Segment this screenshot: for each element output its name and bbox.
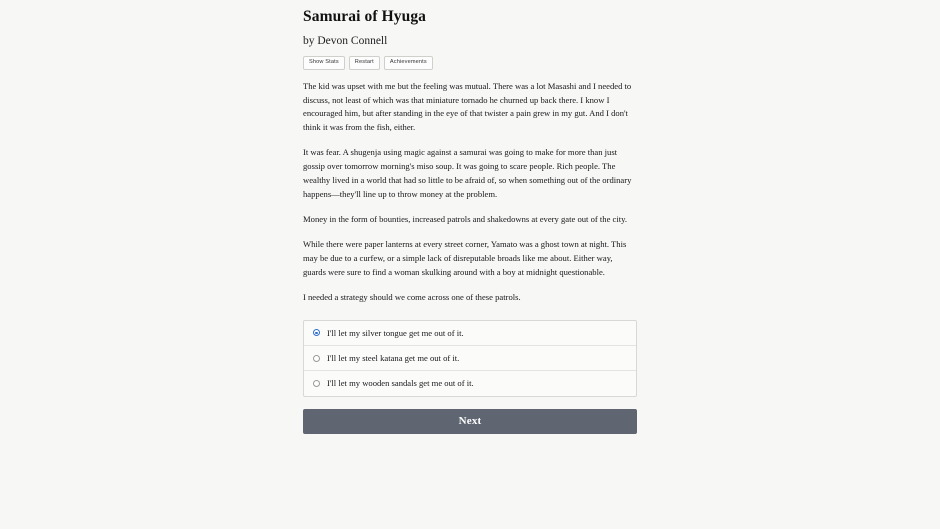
- achievements-button[interactable]: Achievements: [384, 56, 433, 70]
- page-title: Samurai of Hyuga: [303, 8, 427, 25]
- story-byline: by Devon Connell: [303, 35, 388, 47]
- radio-icon[interactable]: [313, 355, 320, 362]
- story-paragraph: It was fear. A shugenja using magic against a samurai was going to make for more than just gossip over tomorrow morning's miso soup. It was going to scare people. Rich people. The wealthy lived in a world that had so little to be afraid of, so when something out of the ordinary happens—they'll line up to throw money at the problem.: [303, 147, 632, 200]
- story-paragraph: While there were paper lanterns at every street corner, Yamato was a ghost town at night. This may be due to a curfew, or a simple lack of disreputable broads like me about. Either way, guards were sure to find a woman skulking around with a boy at midnight questionable.: [303, 238, 627, 277]
- choice-label: I'll let my silver tongue get me out of it.: [327, 327, 464, 338]
- story-text: [303, 80, 637, 305]
- choice-option[interactable]: [304, 346, 636, 371]
- choice-list: [303, 320, 637, 397]
- choice-option[interactable]: [304, 321, 636, 346]
- show-stats-button[interactable]: Show Stats: [303, 56, 345, 70]
- story-paragraph: Money in the form of bounties, increased patrols and shakedowns at every gate out of the city.: [303, 213, 628, 224]
- game-page: [303, 0, 637, 434]
- choice-option[interactable]: [304, 371, 636, 395]
- choice-label: I'll let my steel katana get me out of it.: [327, 352, 460, 363]
- restart-button[interactable]: Restart: [349, 56, 380, 70]
- radio-icon[interactable]: [313, 329, 320, 336]
- story-paragraph: I needed a strategy should we come across one of these patrols.: [303, 291, 521, 302]
- radio-icon[interactable]: [313, 380, 320, 387]
- next-button[interactable]: Next: [303, 409, 637, 434]
- choice-label: I'll let my wooden sandals get me out of it.: [327, 378, 474, 389]
- story-paragraph: The kid was upset with me but the feeling was mutual. There was a lot Masashi and I needed to discuss, not least of which was that miniature tornado he churned up back there. I know I encouraged him, but after standing in the eye of that twister a pain grew in my gut. And I don't think it was from the fish, either.: [303, 80, 632, 133]
- toolbar: [303, 56, 637, 70]
